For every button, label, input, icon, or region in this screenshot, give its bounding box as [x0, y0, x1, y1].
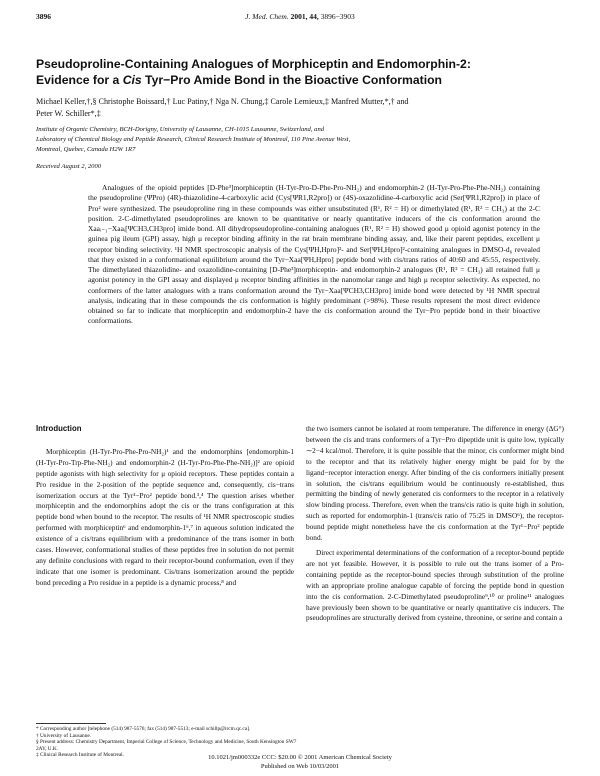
section-heading-introduction: Introduction [36, 424, 82, 433]
article-title [36, 56, 561, 88]
doi-line: 10.1021/jm000332e CCC: $20.00 © 2001 American Chemical Society [208, 754, 392, 761]
footnote-present-address: § Present address: Chemistry Department, Imperial College of Science, Technology and Medicine, South Kensington SW7 2AY, U.K. [36, 739, 297, 752]
footnote-lausanne: † University of Lausanne. [36, 732, 92, 739]
publication-date: Published on Web 10/03/2001 [260, 762, 340, 770]
affiliations: Institute of Organic Chemistry, BCH-Dorigny, University of Lausanne, CH-1015 Lausanne, Switzerland, and Laboratory of Chemical Biology and Peptide Research, Clinical Research Institute of Montreal, 110 Pine Avenue West, Montreal, Quebec, Canada H2W 1R7 [36, 126, 351, 153]
abstract-text: Analogues of the opioid peptides [D-Phe³]morphiceptin (H-Tyr-Pro-D-Phe-Pro-NH₂) and endomorphin-2 (H-Tyr-Pro-Phe-Phe-NH₂) containing the pseudoproline (ΨPro) (4R)-thiazolidine-4-carboxylic acid (Cys[ΨR1,R2pro]) or (4S)-oxazolidine-4-carboxylic acid (Ser[ΨR1,R2pro]) in place of Pro² were synthesized. The pseudoproline ring in these compounds was either unsubstituted (R¹, R² = H) or dimethylated (R¹, R² = CH₃) at the 2-C position. 2-C-dimethylated pseudoprolines are known to be quantitative or nearly quantitative inducers of the cis conformation around the Xaaᵢ₋₁−Xaaᵢ[ΨCH3,CH3pro] imide bond. All dihydropseudoproline-containing analogues (R¹, R² = H) showed good μ opioid agonist potency in the guinea pig ileum (GPI) assay, high μ receptor binding affinity in the rat brain membrane binding assay, and, like their parent peptides, excellent μ receptor binding selectivity. ¹H NMR spectroscopic analysis of the Cys[ΨH,Hpro]²- and Ser[ΨH,Hpro]²-containing analogues in DMSO-d₆ revealed that they existed in a conformational equilibrium around the Tyr−Xaa[ΨH,Hpro] peptide bond with cis/trans ratios of 40:60 and 45:55, respectively. The dimethylated thiazolidine- and oxazolidine-containing [D-Phe³]morphiceptin- and endomorphin-2 analogues (R¹, R² = CH₃) all retained full μ agonist potency in the GPI assay and displayed μ receptor binding affinities in the nanomolar range and high μ receptor selectivity. As expected, no conformers of the latter analogues with a trans conformation around the Tyr−Xaa[ΨCH3,CH3pro] imide bond were detected by ¹H NMR spectral analysis, indicating that in these compounds the cis conformation is highly predominant (>98%). These results represent the most direct evidence obtained so far to indicate that morphiceptin and endomorphin-2 have the cis conformation around the Tyr−Pro peptide bond in their bioactive conformations. [88, 183, 540, 326]
footnote-corresponding: * Corresponding author [telephone (514) 987-5576; fax (514) 987-5513; e-mail schillp@ircm.qc.ca]. [36, 726, 251, 732]
intro-paragraph-2: the two isomers cannot be isolated at room temperature. The difference in energy (ΔG°) between the cis and trans conformers of a Tyr−Pro dipeptide unit is quite low, typically ∼2−4 kcal/mol. Therefore, it is quite possible that the minor, cis conformer might bind to the receptor and that its relatively higher energy might be paid for by the ligand−receptor interaction energy. After binding of the cis conformers initially present in solution, the cis/trans equilibrium would be continuously re-established, thus permitting the binding of newly generated cis conformers to the receptor in a relatively slow binding process. Therefore, even when the trans/cis ratio is quite high in solution, such as reported for endomorphin-1 (trans/cis ratio of 75:25 in DMSO⁶), the receptor-bound peptide might nonetheless have the cis conformation at the Tyr¹−Pro² peptide bond. [306, 424, 564, 543]
received-date: Received August 2, 2000 [36, 163, 102, 170]
footnote-montreal: ‡ Clinical Research Institute of Montreal. [36, 752, 124, 759]
intro-paragraph-3: Direct experimental determinations of the conformation of a receptor-bound peptide are not yet feasible. However, it is possible to rule out the trans isomer of a Pro-containing peptide as the receptor-bound species through substitution of the proline with an appropriate proline analogue capable of forcing the peptide bond in question into the cis conformation. 2-C-Dimethylated pseudoproline⁹,¹⁰ or proline¹¹ analogues have previously been shown to be quantitative or nearly quantitative cis inducers. The pseudoprolines are structurally derived from cysteine, threonine, or serine and contain a [306, 547, 564, 623]
page-footer [0, 754, 600, 771]
column-left [36, 424, 294, 589]
author-list: Michael Keller,†,§ Christophe Boissard,† Luc Patiny,† Nga N. Chung,‡ Carole Lemieux,‡ Manfred Mutter,*,† and Peter W. Schiller*,‡ [36, 97, 409, 118]
journal-citation: J. Med. Chem. 2001, 44, 3896−3903 [245, 12, 355, 21]
abstract [88, 183, 540, 327]
footnote-divider [36, 723, 106, 724]
page-number: 3896 [36, 12, 51, 21]
title-line-1: Pseudoproline-Containing Analogues of Morphiceptin and Endomorphin-2: [36, 57, 471, 71]
title-line-2: Evidence for a Cis Tyr−Pro Amide Bond in the Bioactive Conformation [36, 73, 442, 87]
intro-paragraph-1: Morphiceptin (H-Tyr-Pro-Phe-Pro-NH₂)¹ and the endomorphins [endomorphin-1 (H-Tyr-Pro-Trp-Phe-NH₂) and endomorphin-2 (H-Tyr-Pro-Phe-Phe-NH₂)]² are opioid peptide agonists with high selectivity for μ opioid receptors. These peptides contain a Pro residue in the 2-position of the peptide sequence and, consequently, cis−trans isomerization occurs at the Tyr¹−Pro² peptide bond.³,⁴ The question arises whether morphiceptin and the endomorphins adopt the cis or the trans configuration at this peptide bond when bound to the receptor. The results of ¹H NMR spectroscopic studies performed with morphiceptin⁶ and endomorphin-1⁶,⁷ in aqueous solution indicated the existence of a cis/trans equilibrium with a predominance of the trans isomer in both cases. However, conformational studies of these peptides free in solution do not permit any definite conclusions with regard to their receptor-bound conformation, even if they indicate that one isomer is predominant. Cis/trans isomerization around the peptide bond preceding a Pro residue in a peptide is a dynamic process,⁸ and [36, 446, 294, 587]
running-header [36, 12, 564, 24]
column-right [306, 424, 564, 624]
